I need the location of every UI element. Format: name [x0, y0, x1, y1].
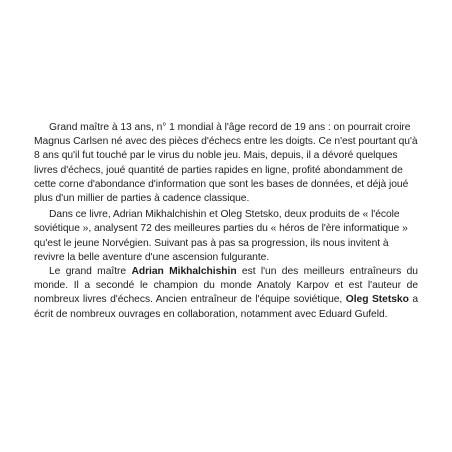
book-blurb	[34, 121, 418, 265]
bio-paragraph	[34, 265, 418, 322]
authors-bio	[34, 265, 418, 322]
author-name-stetsko: Oleg Stetsko	[345, 294, 409, 306]
blurb-paragraph-2: Dans ce livre, Adrian Mikhalchishin et Oleg Stetsko, deux produits de « l'école soviétique », analysent 72 des meilleures parties du « héros de l'ère informatique » qu'est le jeune Norvégien. Suivant pas à pas sa progression, ils nous invitent à revivre la belle aventure d'une ascension fulgurante.	[34, 209, 408, 263]
bio-intro-text: Le grand maître	[49, 266, 132, 277]
bio-middle-text: est l'un des meilleurs entraîneurs du monde. Il a secondé le champion du monde Anatoly Karpov et est l'auteur de nombreux livres d'échecs. Ancien entraîneur de l'équipe soviétique,	[34, 266, 418, 306]
blurb-paragraph-1: Grand maître à 13 ans, n° 1 mondial à l'âge record de 19 ans : on pourrait croire Magnus Carlsen né avec des pièces d'échecs entre les doigts. Ce n'est pourtant qu'à 8 ans qu'il fut touché par le virus du noble jeu. Mais, depuis, il a dévoré quelques livres d'échecs, joué quantité de parties rapides en ligne, profité abondamment de cette corne d'abondance d'information que sont les bases de données, et déjà joué plus d'un millier de parties à cadence classique.	[34, 122, 418, 205]
bio-outro-text: a écrit de nombreux ouvrages en collaboration, notamment avec Eduard Gufeld.	[34, 294, 418, 320]
author-name-mikhalchishin: Adrian Mikhalchishin	[131, 266, 237, 277]
